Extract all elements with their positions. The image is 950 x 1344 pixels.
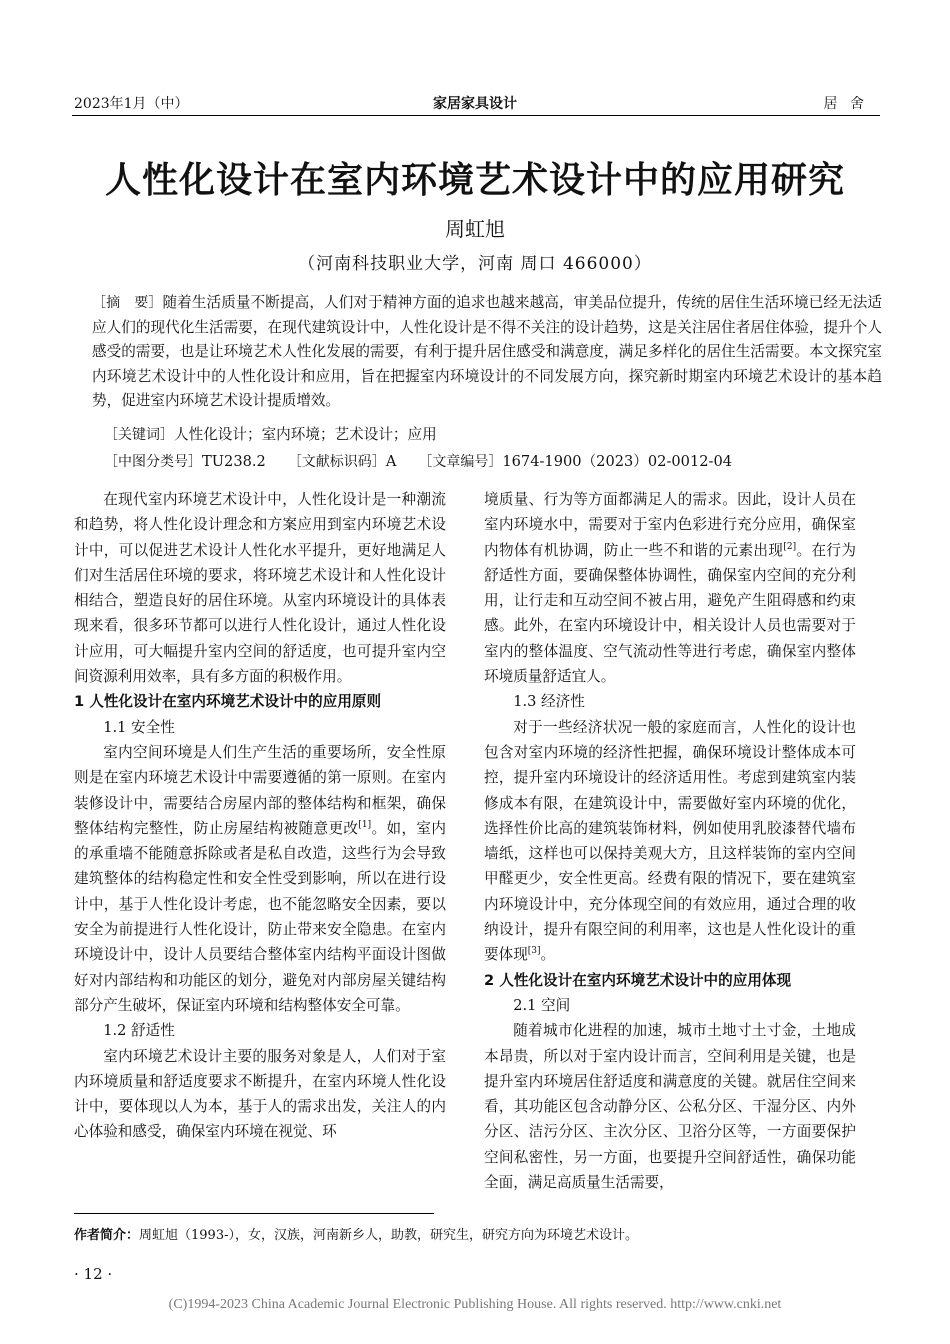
paragraph-space: 随着城市化进程的加速，城市土地寸土寸金，土地成本昂贵，所以对于室内设计而言，空间利用是关键，也是提升室内环境居住舒适度和满意度的关键。就居住空间来看，其功能区包含动静分区、公私分区、干湿分区、内外分区、洁污分区、主次分区、卫浴分区等，一方面要保护空间私密性，另一方面，也要提升空间舒适性，确保功能全面，满足高质量生活需要， [484, 1022, 856, 1192]
article-number-label: ［文章编号］ [418, 454, 503, 470]
paper-title: 人性化设计在室内环境艺术设计中的应用研究 [104, 159, 845, 201]
abstract-text: 随着生活质量不断提高，人们对于精神方面的追求也越来越高，审美品位提升，传统的居住生活环境已经无法适应人们的现代化生活需要，在现代建筑设计中，人性化设计是不得不关注的设计趋势，这是关注居住者居住体验，提升个人感受的需要，也是让环境艺术人性化发展的需要，有利于提升居住感受和满意度，满足多样化的居住生活需要。本文探究室内环境艺术设计中的人性化设计和应用，旨在把握室内环境设计的不同发展方向，探究新时期室内环境艺术设计的基本趋势，促进室内环境艺术设计提质增效。 [92, 294, 882, 410]
abstract-label: ［摘 要］ [92, 295, 163, 311]
subsection-heading-1-2: 1.2 舒适性 [103, 1022, 175, 1040]
subsection-heading-2-1: 2.1 空间 [513, 996, 571, 1014]
author-affiliation: （河南科技职业大学，河南 周口 466000） [298, 254, 652, 274]
section-heading-1: 1 人性化设计在室内环境艺术设计中的应用原则 [74, 693, 382, 711]
classification [104, 450, 732, 471]
footnote-rule [74, 1213, 434, 1214]
copyright-notice: (C)1994-2023 China Academic Journal Electronic Publishing House. All rights reserved. http://www.cnki.net [168, 1297, 782, 1312]
author-name: 周虹旭 [445, 217, 505, 241]
paragraph-comfort-cont: 境质量、行为等方面都满足人的需求。因此，设计人员在室内环境水中，需要对于室内色彩进行充分应用，确保室内物体有机协调，防止一些不和谐的元素出现[2]。在行为舒适性方面，要确保整体协调性，确保室内空间的充分利用，让行走和互动空间不被占用，避免产生阻碍感和约束感。此外，在室内环境设计中，相关设计人员也需要对于室内的整体温度、空气流动性等进行考虑，确保室内整体环境质量舒适宜人。 [484, 491, 856, 686]
keywords-label: ［关键词］ [104, 427, 174, 443]
subsection-heading-1-1: 1.1 安全性 [103, 718, 175, 736]
citation-2: [2] [783, 541, 797, 552]
section-heading-2: 2 人性化设计在室内环境艺术设计中的应用体现 [484, 971, 792, 989]
header-date: 2023年1月（中） [74, 96, 189, 112]
keywords-text: 人性化设计；室内环境；艺术设计；应用 [174, 426, 437, 443]
header-section: 居 舍 [823, 96, 868, 112]
paragraph-comfort: 室内环境艺术设计主要的服务对象是人，人们对于室内环境质量和舒适度要求不断提升，在室内环境人性化设计中，要体现以人为本，基于人的需求出发，关注人的内心体验和感受，确保室内环境在视觉、环 [74, 1047, 446, 1141]
header-journal: 家居家具设计 [433, 96, 517, 112]
clc-value: TU238.2 [202, 453, 266, 470]
paragraph-safety: 室内空间环境是人们生产生活的重要场所，安全性原则是在室内环境艺术设计中需要遵循的第一原则。在室内装修设计中，需要结合房屋内部的整体结构和框架，确保整体结构完整性，防止房屋结构被随意更改[1]。如，室内的承重墙不能随意拆除或者是私自改造，这些行为会导致建筑整体的结构稳定性和安全性受到影响，所以在进行设计中，基于人性化设计考虑，也不能忽略安全因素，要以安全为前提进行人性化设计，防止带来安全隐患。在室内环境设计中，设计人员要结合整体室内结构平面设计图做好对内部结构和功能区的划分，避免对内部房屋关键结构部分产生破坏，保证室内环境和结构整体安全可靠。 [74, 743, 446, 1014]
doc-code-value: A [385, 453, 397, 470]
abstract [92, 291, 882, 414]
body-column-left [74, 487, 446, 1145]
intro-paragraph: 在现代室内环境艺术设计中，人性化设计是一种潮流和趋势，将人性化设计理念和方案应用到室内环境艺术设计中，可以促进艺术设计人性化水平提升，更好地满足人们对生活居住环境的要求，将环境艺术设计和人性化设计相结合，塑造良好的居住环境。从室内环境设计的具体表现来看，很多环节都可以进行人性化设计，通过人性化设计应用，可大幅提升室内空间的舒适度，也可提升室内空间资源利用效率，具有多方面的积极作用。 [74, 491, 446, 686]
citation-3: [3] [527, 946, 541, 957]
header-rule [72, 115, 880, 116]
footnote-text: 周虹旭（1993-），女，汉族，河南新乡人，助教，研究生，研究方向为环境艺术设计。 [139, 1228, 638, 1243]
doc-code-label: ［文献标识码］ [287, 454, 386, 470]
footnote-label: 作者简介： [74, 1228, 140, 1243]
page-number: · 12 · [74, 1265, 113, 1283]
keywords [104, 423, 437, 444]
author-footnote [74, 1224, 638, 1243]
citation-1: [1] [358, 820, 372, 830]
clc-label: ［中图分类号］ [104, 454, 202, 470]
body-column-right [484, 487, 856, 1195]
subsection-heading-1-3: 1.3 经济性 [513, 693, 585, 711]
paragraph-economy: 对于一些经济状况一般的家庭而言，人性化的设计也包含对室内环境的经济性把握，确保环境设计整体成本可控，提升室内环境设计的经济适用性。考虑到建筑室内装修成本有限，在建筑设计中，需要做好室内环境的优化，选择性价比高的建筑装饰材料，例如使用乳胶漆替代墙布墙纸，这样也可以保持美观大方，且这样装饰的室内空间甲醛更少，安全性更高。经费有限的情况下，要在建筑室内环境设计中，充分体现空间的有效应用，通过合理的收纳设计，提升有限空间的利用率，这也是人性化设计的重要体现[3]。 [484, 718, 856, 964]
article-number-value: 1674-1900（2023）02-0012-04 [502, 453, 733, 470]
